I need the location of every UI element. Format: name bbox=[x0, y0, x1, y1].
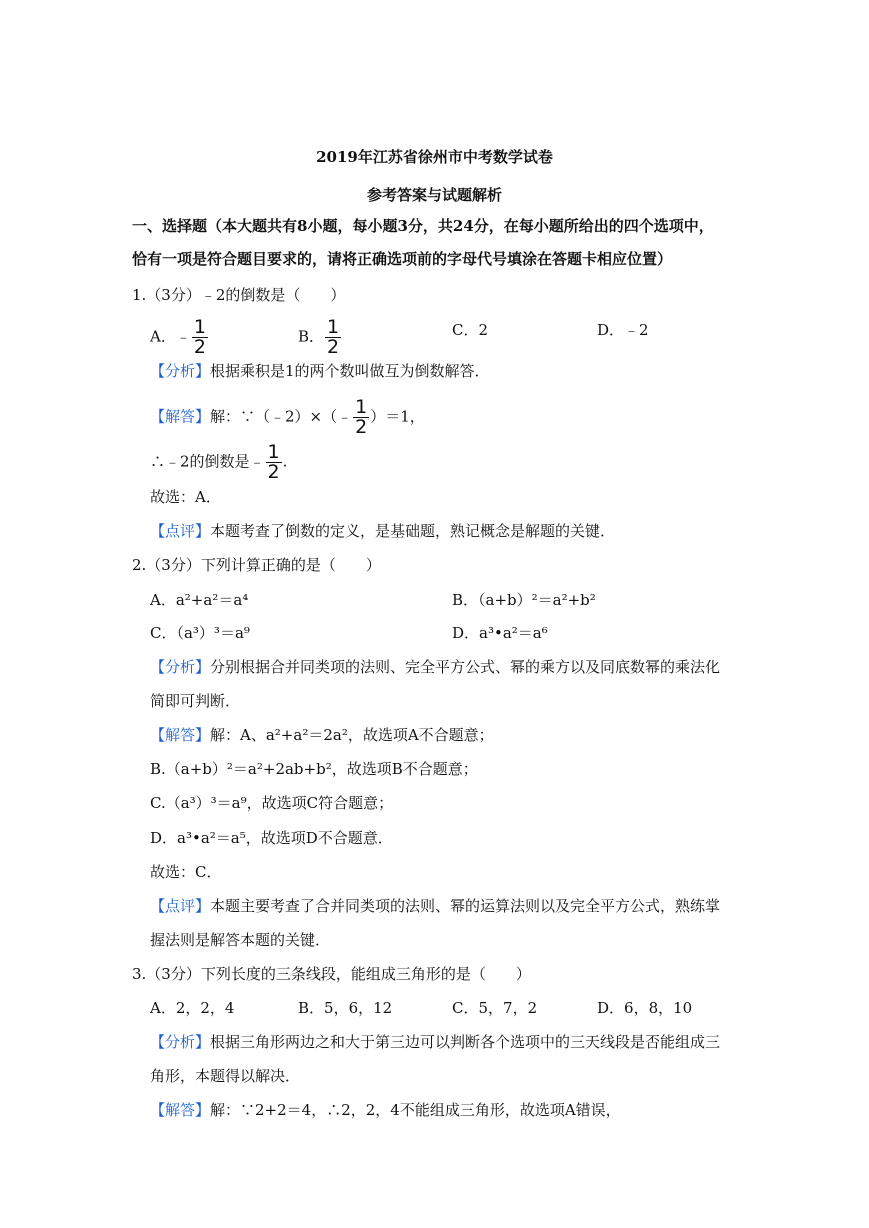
q3-analysis-line1: 【分析】根据三角形两边之和大于第三边可以判断各个选项中的三天线段是否能组成三 bbox=[150, 1033, 721, 1051]
page-subtitle: 参考答案与试题解析 bbox=[366, 186, 502, 204]
q1-answer: 【解答】解：∵（﹣2）×（﹣ $\frac{1}{2}$ ）＝1， bbox=[150, 396, 425, 438]
q1-option-d: D．﹣2 bbox=[597, 321, 649, 339]
q3-option-c: C．5，7，2 bbox=[452, 999, 538, 1017]
q3-option-d: D．6，8，10 bbox=[597, 999, 693, 1017]
q3-option-b: B．5，6，12 bbox=[298, 999, 393, 1017]
q3-analysis-line2: 角形，本题得以解决． bbox=[150, 1067, 301, 1085]
q1-option-a: A．﹣ $\frac{1}{2}$ bbox=[150, 316, 206, 358]
q2-answer-line1: 【解答】解：A、a²+a²＝2a²，故选项A不合题意； bbox=[150, 726, 494, 744]
q2-answer-line3: C.（a³）³＝a⁹，故选项C符合题意； bbox=[150, 794, 394, 812]
q1-option-c: C．2 bbox=[452, 321, 489, 339]
q2-option-c: C．（a³）³＝a⁹ bbox=[150, 624, 250, 642]
section-heading-line2: 恰有一项是符合题目要求的，请将正确选项前的字母代号填涂在答题卡相应位置） bbox=[132, 250, 673, 268]
q1-analysis: 【分析】根据乘积是1的两个数叫做互为倒数解答． bbox=[150, 362, 490, 380]
q3-answer-line1: 【解答】解：∵2+2＝4，∴2，2，4不能组成三角形，故选项A错误， bbox=[150, 1101, 621, 1119]
q2-analysis-line2: 简即可判断． bbox=[150, 692, 241, 710]
q1-therefore: ∴﹣2的倒数是﹣ $\frac{1}{2}$ . bbox=[150, 441, 288, 483]
q1-stem: 1.（3分）﹣2的倒数是（ ） bbox=[132, 286, 346, 304]
q1-option-a-fraction: $\frac{1}{2}$ bbox=[193, 316, 206, 358]
q2-option-a: A．a²+a²＝a⁴ bbox=[150, 591, 249, 609]
q2-comment-line2: 握法则是解答本题的关键． bbox=[150, 931, 331, 949]
page-title: 2019年江苏省徐州市中考数学试卷 bbox=[316, 148, 553, 166]
q1-answer-fraction: $\frac{1}{2}$ bbox=[355, 396, 368, 438]
q2-option-d: D．a³•a²＝a⁶ bbox=[452, 624, 548, 642]
q2-stem: 2.（3分）下列计算正确的是（ ） bbox=[132, 556, 381, 574]
q1-choose: 故选：A． bbox=[150, 488, 221, 506]
q1-option-b-fraction: $\frac{1}{2}$ bbox=[327, 316, 340, 358]
q2-answer-line2: B.（a+b）²＝a²+2ab+b²，故选项B不合题意； bbox=[150, 760, 478, 778]
q2-comment-line1: 【点评】本题主要考查了合并同类项的法则、幂的运算法则以及完全平方公式，熟练掌 bbox=[150, 897, 721, 915]
q2-option-b: B．（a+b）²＝a²+b² bbox=[452, 591, 596, 609]
q2-choose: 故选：C． bbox=[150, 863, 222, 881]
q2-answer-line4: D．a³•a²＝a⁵，故选项D不合题意． bbox=[150, 829, 393, 847]
section-heading-line1: 一、选择题（本大题共有8小题，每小题3分，共24分，在每小题所给出的四个选项中， bbox=[132, 217, 714, 235]
q1-option-b: B． $\frac{1}{2}$ bbox=[298, 316, 340, 358]
q2-analysis-line1: 【分析】分别根据合并同类项的法则、完全平方公式、幂的乘方以及同底数幂的乘法化 bbox=[150, 658, 721, 676]
q3-option-a: A．2，2，4 bbox=[150, 999, 235, 1017]
q1-therefore-fraction: $\frac{1}{2}$ bbox=[267, 441, 280, 483]
q3-stem: 3.（3分）下列长度的三条线段，能组成三角形的是（ ） bbox=[132, 965, 531, 983]
q1-comment: 【点评】本题考查了倒数的定义，是基础题，熟记概念是解题的关键． bbox=[150, 522, 616, 540]
